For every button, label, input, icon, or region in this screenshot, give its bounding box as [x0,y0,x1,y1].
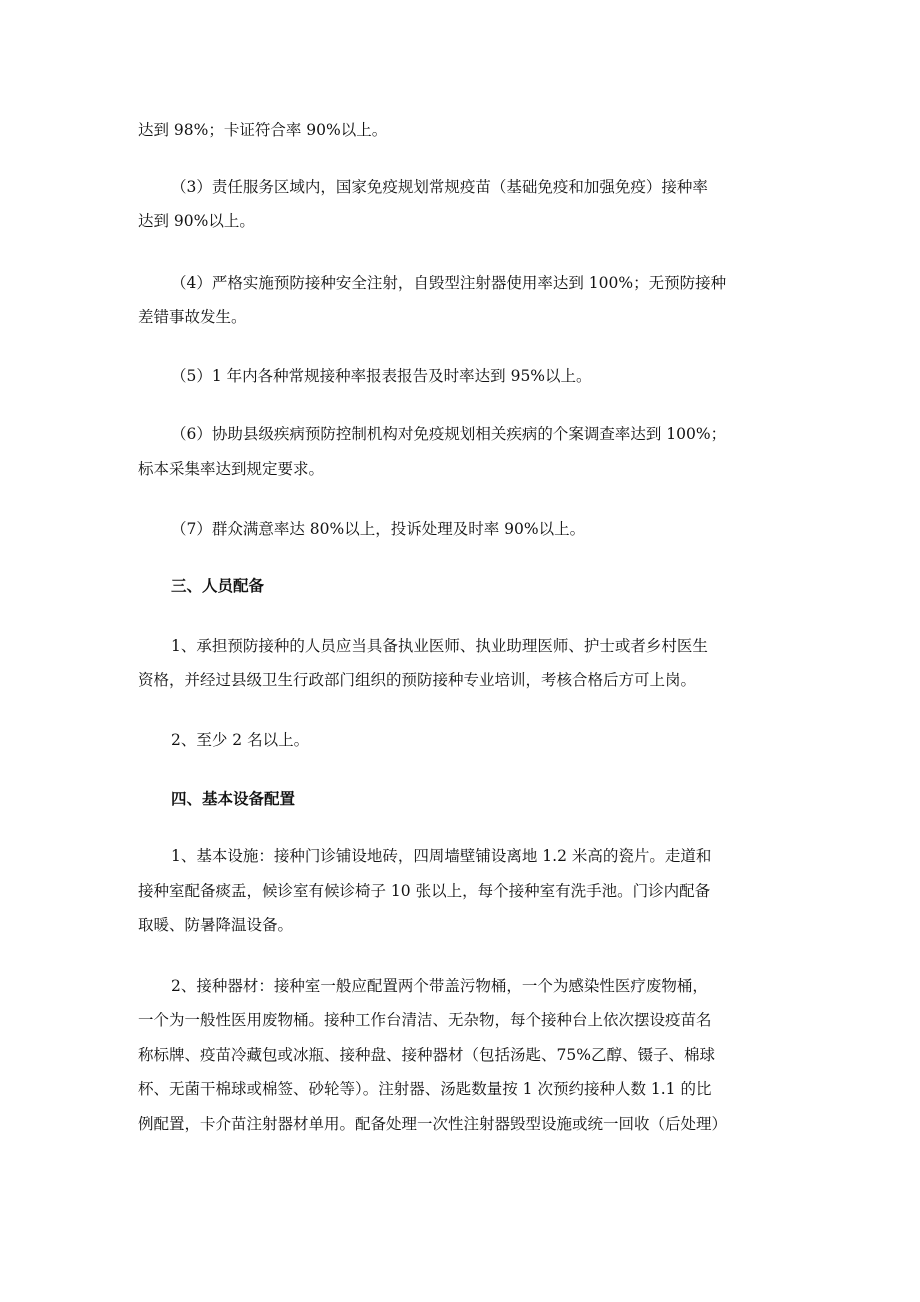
section-3-item-1-line-1: 1、承担预防接种的人员应当具备执业医师、执业助理医师、护士或者乡村医生 [171,637,708,655]
paragraph-6-line-1: （6）协助县级疾病预防控制机构对免疫规划相关疾病的个案调查率达到 100%； [171,425,727,443]
section-4-item-2-line-4: 杯、无菌干棉球或棉签、砂轮等）。注射器、汤匙数量按 1 次预约接种人数 1.1 的比 [138,1080,712,1098]
paragraph-5-line-1: （5）1 年内各种常规接种率报表报告及时率达到 95%以上。 [171,367,592,385]
paragraph-7-line-1: （7）群众满意率达 80%以上，投诉处理及时率 90%以上。 [171,520,586,538]
paragraph-4-line-1: （4）严格实施预防接种安全注射，自毁型注射器使用率达到 100%；无预防接种 [171,274,727,292]
paragraph-6-line-2: 标本采集率达到规定要求。 [138,460,325,478]
section-4-item-2-line-1: 2、接种器材：接种室一般应配置两个带盖污物桶，一个为感染性医疗废物桶， [171,977,708,995]
section-4-item-1-line-2: 接种室配备痰盂，候诊室有候诊椅子 10 张以上，每个接种室有洗手池。门诊内配备 [138,882,711,900]
section-4-item-2-line-5: 例配置，卡介苗注射器材单用。配备处理一次性注射器毁型设施或统一回收（后处理） [138,1115,728,1133]
section-3-item-1-line-2: 资格，并经过县级卫生行政部门组织的预防接种专业培训，考核合格后方可上岗。 [138,671,697,689]
section-3-item-2-line-1: 2、至少 2 名以上。 [171,731,310,749]
section-4-heading: 四、基本设备配置 [171,789,296,808]
paragraph-3-line-2: 达到 90%以上。 [138,212,255,230]
section-3-heading: 三、人员配备 [171,576,265,595]
paragraph-intro-line-1: 达到 98%；卡证符合率 90%以上。 [138,121,388,139]
section-4-item-1-line-1: 1、基本设施：接种门诊铺设地砖，四周墙壁铺设离地 1.2 米高的瓷片。走道和 [171,847,712,865]
section-4-item-1-line-3: 取暖、防暑降温设备。 [138,916,294,934]
section-4-item-2-line-3: 称标牌、疫苗冷藏包或冰瓶、接种盘、接种器材（包括汤匙、75%乙醇、镊子、棉球 [138,1046,715,1064]
paragraph-4-line-2: 差错事故发生。 [138,308,247,326]
section-4-item-2-line-2: 一个为一般性医用废物桶。接种工作台清洁、无杂物，每个接种台上依次摆设疫苗名 [138,1011,712,1029]
paragraph-3-line-1: （3）责任服务区域内，国家免疫规划常规疫苗（基础免疫和加强免疫）接种率 [171,178,708,196]
